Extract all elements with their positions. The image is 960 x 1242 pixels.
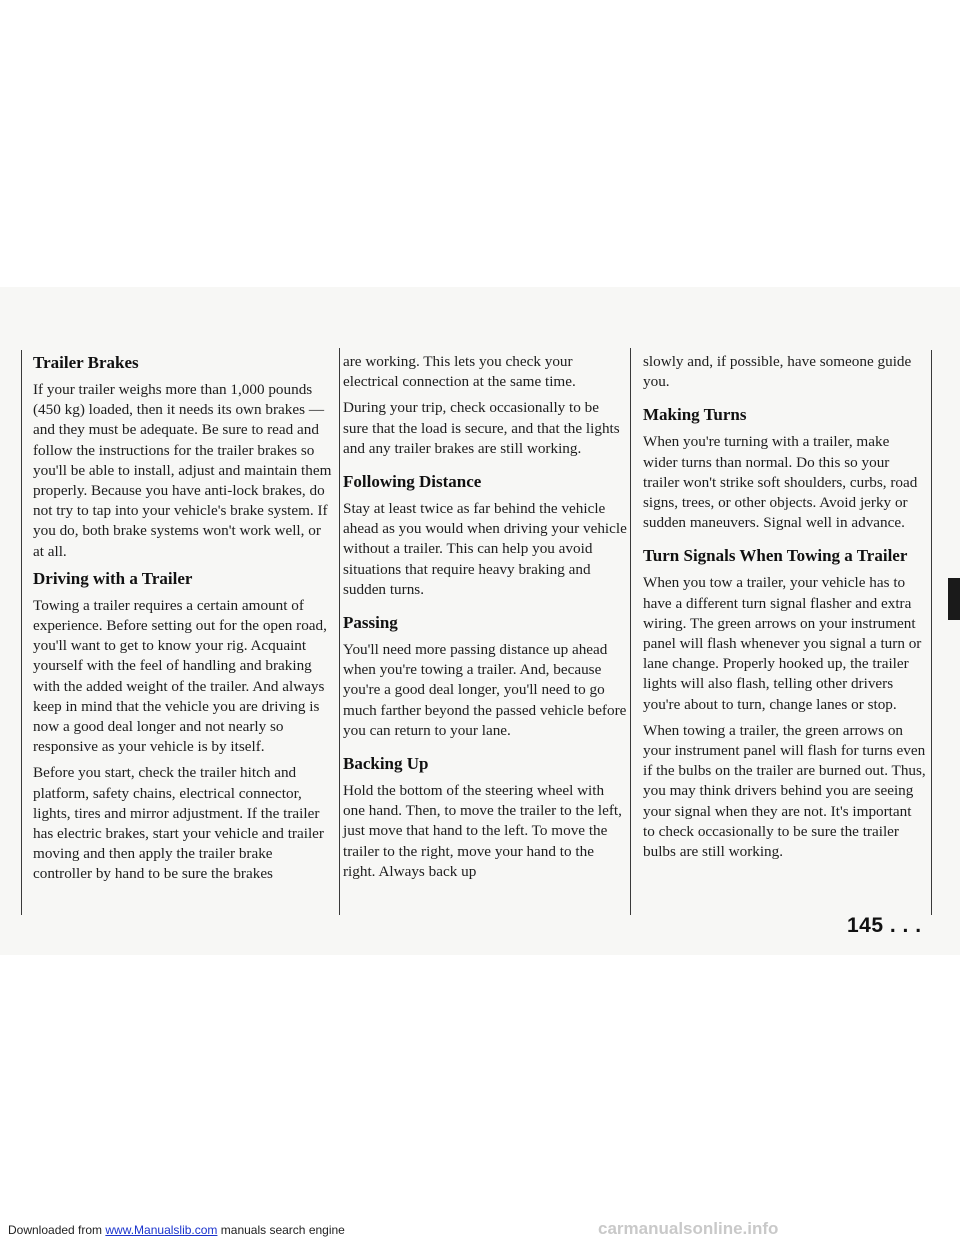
column-rule-left: [21, 350, 22, 915]
heading-turn-signals: Turn Signals When Towing a Trailer: [643, 546, 908, 566]
watermark-site: carmanualsonline.info: [598, 1219, 779, 1238]
column-rule-right: [931, 350, 932, 915]
paragraph-brakes-continued: are working. This lets you check your electrical connection at the same time.: [343, 353, 576, 391]
column-rule-middle-1: [339, 348, 340, 915]
paragraph-driving-1: Towing a trailer requires a certain amount of experience. Before setting out for the open road, you'll want to get to know your rig. Acquaint yourself with the feel of handling and braking with the added weight of the trailer. And always keep in mind that the vehicle you are driving is now a good deal longer and not nearly so responsive as your vehicle is by itself.: [33, 596, 327, 756]
text-column-3: [643, 352, 927, 868]
footer-source-line: [8, 1223, 345, 1237]
paragraph-following-distance: Stay at least twice as far behind the vehicle ahead as you would when driving your vehicle without a trailer. This can help you avoid situations that require heavy braking and sudden turns.: [343, 500, 627, 598]
heading-making-turns: Making Turns: [643, 405, 747, 425]
heading-following-distance: Following Distance: [343, 472, 482, 492]
column-rule-middle-2: [630, 348, 631, 915]
paragraph-driving-2: Before you start, check the trailer hitch and platform, safety chains, electrical connector, lights, tires and mirror adjustment. If the trailer has electric brakes, start your vehicle and trailer moving and then apply the trailer brake controller by hand to be sure the brakes: [33, 764, 324, 883]
text-column-2: [343, 352, 627, 888]
footer-suffix: manuals search engine: [217, 1223, 345, 1237]
paragraph-turn-signals-2: When towing a trailer, the green arrows on your instrument panel will flash for turns even if the bulbs on the trailer are burned out. Thus, you may think drivers behind you are seeing your signal when they are not. It's important to check occasionally to be sure the trailer bulbs are still working.: [643, 721, 926, 861]
footer-prefix: Downloaded from: [8, 1223, 106, 1237]
heading-trailer-brakes: Trailer Brakes: [33, 353, 139, 372]
section-tab-marker: [948, 578, 960, 620]
heading-backing-up: Backing Up: [343, 754, 429, 774]
paragraph-backing-up: Hold the bottom of the steering wheel with one hand. Then, to move the trailer to the left, just move that hand to the left. To move the trailer to the right, move your hand to the right. Always back up: [343, 782, 622, 880]
paragraph-turn-signals-1: When you tow a trailer, your vehicle has to have a different turn signal flasher and extra wiring. The green arrows on your instrument panel will flash whenever you signal a turn or lane change. Properly hooked up, the trailer lights will also flash, telling other drivers you're about to turn, change lanes or stop.: [643, 574, 922, 713]
page-number: 145 . . .: [847, 914, 922, 937]
paragraph-backing-continued: slowly and, if possible, have someone guide you.: [643, 353, 912, 391]
heading-driving-with-trailer: Driving with a Trailer: [33, 568, 193, 588]
paragraph-making-turns: When you're turning with a trailer, make wider turns than normal. Do this so your trailer won't strike soft shoulders, curbs, road signs, trees, or other objects. Avoid jerky or sudden maneuvers. Signal well in advance.: [643, 433, 918, 532]
paragraph-passing: You'll need more passing distance up ahead when you're towing a trailer. And, because you're a good deal longer, you'll need to go much farther beyond the passed vehicle before you can return to your lane.: [343, 641, 627, 739]
paragraph-trailer-brakes: If your trailer weighs more than 1,000 pounds (450 kg) loaded, then it needs its own brakes — and they must be adequate. Be sure to read and follow the instructions for the trailer brakes so you'll be able to install, adjust and maintain them properly. Because you have anti-lock brakes, do not try to tap into your vehicle's brake system. If you do, both brake systems won't work well, or at all.: [33, 381, 332, 560]
heading-passing: Passing: [343, 613, 398, 633]
text-column-1: [33, 352, 333, 891]
manualslib-link[interactable]: www.Manualslib.com: [105, 1223, 218, 1237]
paragraph-trip-check: During your trip, check occasionally to be sure that the load is secure, and that the lights and any trailer brakes are still working.: [343, 399, 620, 457]
